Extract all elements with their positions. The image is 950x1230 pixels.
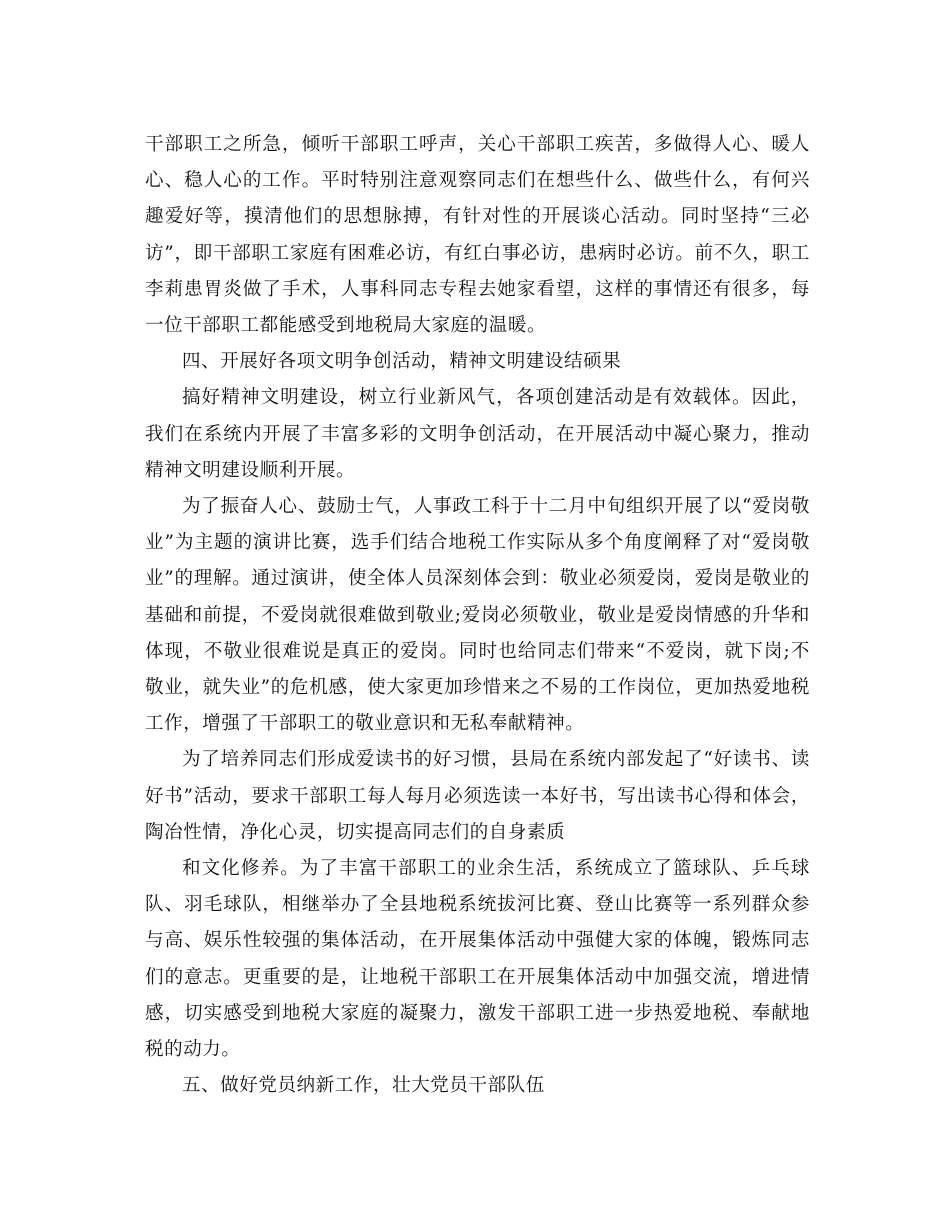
paragraph-continuation: 干部职工之所急，倾听干部职工呼声，关心干部职工疾苦，多做得人心、暖人心、稳人心的工作。平时特别注意观察同志们在想些什么、做些什么，有何兴趣爱好等，摸清他们的思想脉搏，有针对性的开展谈心活动。同时坚持“三必访”，即干部职工家庭有困难必访，有红白事必访，患病时必访。前不久，职工李莉患胃炎做了手术，人事科同志专程去她家看望，这样的事情还有很多，每一位干部职工都能感受到地税局大家庭的温暖。 bbox=[145, 134, 810, 337]
paragraph-reading-activity: 为了培养同志们形成爱读书的好习惯，县局在系统内部发起了“好读书、读好书”活动，要求干部职工每人每月必须选读一本好书，写出读书心得和体会，陶冶性情，净化心灵，切实提高同志们的自身素质 bbox=[145, 749, 810, 843]
document-body bbox=[145, 127, 810, 1104]
section-heading-5: 五、做好党员纳新工作，壮大党员干部队伍 bbox=[182, 1075, 545, 1097]
paragraph-intro: 搞好精神文明建设，树立行业新风气，各项创建活动是有效载体。因此，我们在系统内开展了丰富多彩的文明争创活动，在开展活动中凝心聚力，推动精神文明建设顺利开展。 bbox=[145, 387, 810, 481]
section-heading-4: 四、开展好各项文明争创活动，精神文明建设结硕果 bbox=[182, 351, 622, 373]
paragraph-sports-activities: 和文化修养。为了丰富干部职工的业余生活，系统成立了篮球队、乒乓球队、羽毛球队，相继举办了全县地税系统拔河比赛、登山比赛等一系列群众参与高、娱乐性较强的集体活动，在开展集体活动中强健大家的体魄，锻炼同志们的意志。更重要的是，让地税干部职工在开展集体活动中加强交流，增进情感，切实感受到地税大家庭的凝聚力，激发干部职工进一步热爱地税、奉献地税的动力。 bbox=[145, 858, 810, 1061]
paragraph-speech-contest: 为了振奋人心、鼓励士气，人事政工科于十二月中旬组织开展了以“爱岗敬业”为主题的演讲比赛，选手们结合地税工作实际从多个角度阐释了对“爱岗敬业”的理解。通过演讲，使全体人员深刻体会到：敬业必须爱岗，爱岗是敬业的基础和前提，不爱岗就很难做到敬业;爱岗必须敬业，敬业是爱岗情感的升华和体现，不敬业很难说是真正的爱岗。同时也给同志们带来“不爱岗，就下岗;不敬业，就失业”的危机感，使大家更加珍惜来之不易的工作岗位，更加热爱地税工作，增强了干部职工的敬业意识和无私奉献精神。 bbox=[145, 496, 810, 735]
